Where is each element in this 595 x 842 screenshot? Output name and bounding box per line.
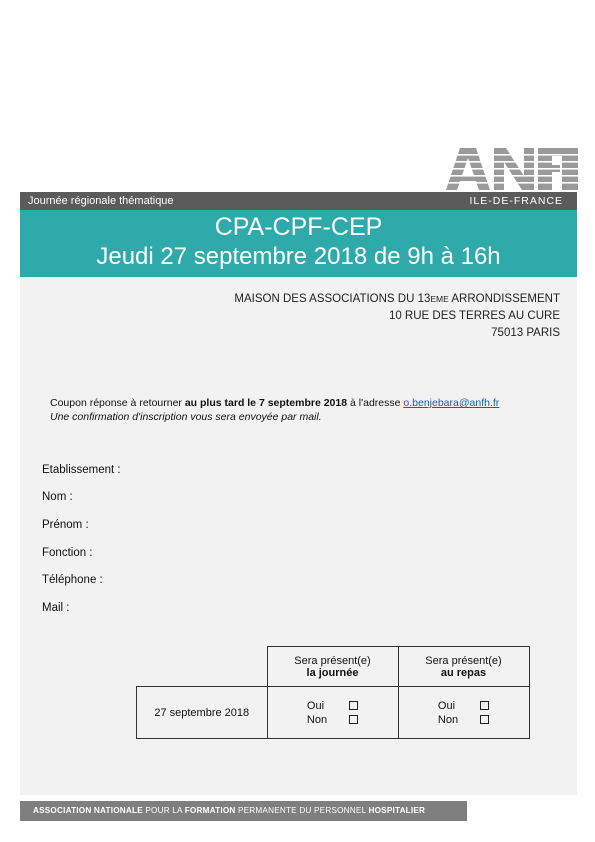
field-fonction[interactable]: Fonction : xyxy=(42,547,93,559)
field-prenom[interactable]: Prénom : xyxy=(42,519,89,531)
address-line-2: 10 RUE DES TERRES AU CURE xyxy=(388,310,560,322)
journee-options: Oui Non xyxy=(267,687,398,739)
header-journee: Sera présent(e) la journée xyxy=(267,647,398,687)
coupon-instructions: Coupon réponse à retourner au plus tard le 7 septembre 2018 à l'adresse o.benjebara@anfh.fr Une confirmation d'inscription vous sera envoyée par mail. xyxy=(50,397,500,423)
address-line-3: 75013 PARIS xyxy=(491,327,560,339)
journee-oui-checkbox[interactable] xyxy=(349,701,358,710)
email-link[interactable]: o.benjebara@anfh.fr xyxy=(403,397,500,409)
field-etablissement[interactable]: Etablissement : xyxy=(42,464,121,476)
region-label: ILE-DE-FRANCE xyxy=(469,195,563,207)
journee-non-checkbox[interactable] xyxy=(349,715,358,724)
header-repas: Sera présent(e) au repas xyxy=(398,647,529,687)
footer-bar: ASSOCIATION NATIONALE POUR LA FORMATION PERMANENTE DU PERSONNEL HOSPITALIER xyxy=(20,801,467,821)
field-nom[interactable]: Nom : xyxy=(42,491,73,503)
form-area xyxy=(20,277,577,795)
anfh-logo xyxy=(446,148,578,190)
event-date: Jeudi 27 septembre 2018 de 9h à 16h xyxy=(96,243,501,270)
field-telephone[interactable]: Téléphone : xyxy=(42,574,103,586)
repas-oui-checkbox[interactable] xyxy=(480,701,489,710)
repas-non-checkbox[interactable] xyxy=(480,715,489,724)
deadline: au plus tard le 7 septembre 2018 xyxy=(184,397,348,409)
field-mail[interactable]: Mail : xyxy=(42,602,70,614)
page-title: CPA-CPF-CEP xyxy=(214,213,383,241)
confirmation-note: Une confirmation d'inscription vous sera envoyée par mail. xyxy=(50,411,322,423)
event-type: Journée régionale thématique xyxy=(28,195,174,207)
venue-address xyxy=(234,291,560,342)
repas-options: Oui Non xyxy=(398,687,529,739)
address-line-1: MAISON DES ASSOCIATIONS DU 13EME ARRONDISSEMENT xyxy=(234,293,560,305)
header-bar xyxy=(20,192,577,210)
row-date: 27 septembre 2018 xyxy=(137,687,268,739)
title-banner xyxy=(20,210,577,277)
attendance-table xyxy=(136,646,530,739)
